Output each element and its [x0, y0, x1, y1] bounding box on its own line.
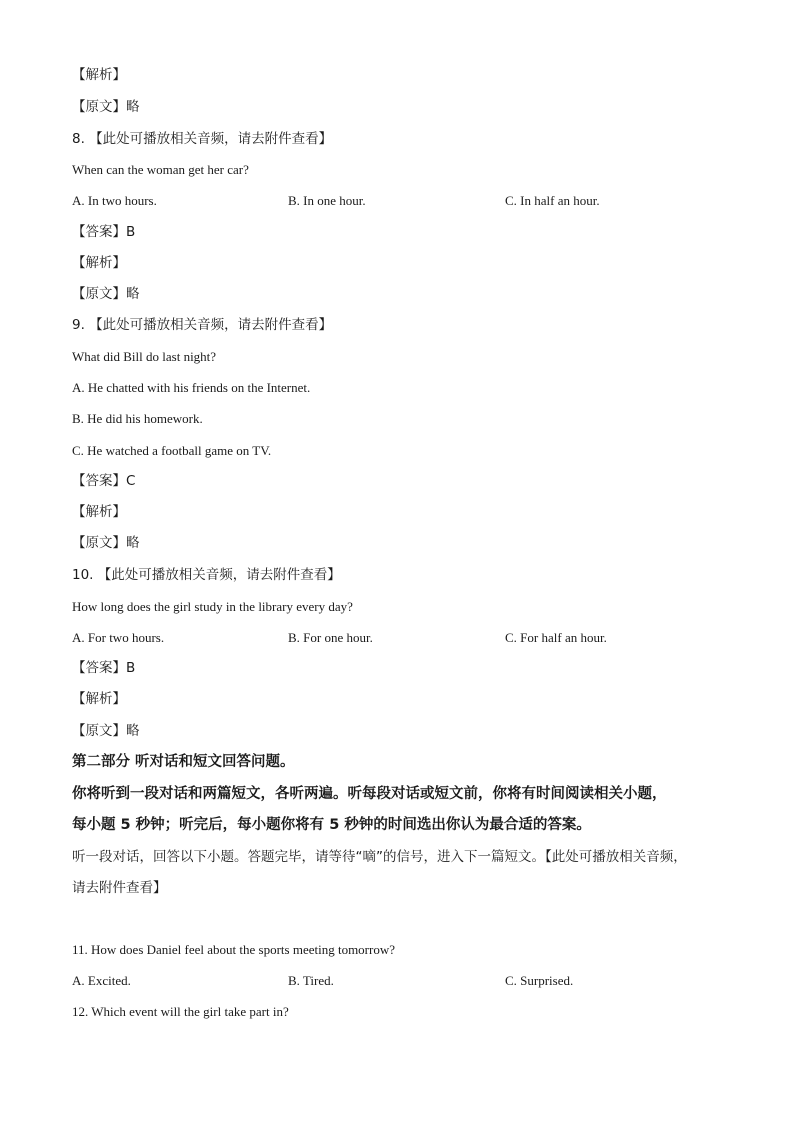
question-11-option-a: A. Excited. [72, 973, 131, 988]
question-10-header: 10. 【此处可播放相关音频，请去附件查看】 [72, 567, 341, 583]
question-9-option-a: A. He chatted with his friends on the Internet. [72, 380, 311, 395]
part-2-instruction-line-1: 你将听到一段对话和两篇短文，各听两遍。听每段对话或短文前，你将有时间阅读相关小题， [72, 786, 667, 802]
question-10-option-b: B. For one hour. [288, 630, 373, 645]
part-2-instruction-line-2: 每小题 5 秒钟；听完后，每小题你将有 5 秒钟的时间选出你认为最合适的答案。 [72, 817, 591, 833]
part-2-sub-instruction-line-1: 听一段对话，回答以下小题。答题完毕，请等待“嘀”的信号，进入下一篇短文。【此处可播放相关音频， [72, 849, 687, 865]
question-9-option-c: C. He watched a football game on TV. [72, 443, 272, 458]
analysis-label: 【解析】 [72, 67, 126, 83]
question-9-option-b: B. He did his homework. [72, 411, 203, 426]
question-11-option-b: B. Tired. [288, 973, 334, 988]
question-9-answer: 【答案】C [72, 473, 136, 489]
question-9-text: What did Bill do last night? [72, 349, 217, 364]
question-8-option-b: B. In one hour. [288, 193, 366, 208]
question-10-option-a: A. For two hours. [72, 630, 165, 645]
question-8-answer: 【答案】B [72, 224, 136, 240]
question-11-text: 11. How does Daniel feel about the sports meeting tomorrow? [72, 942, 395, 957]
question-11-option-c: C. Surprised. [505, 973, 574, 988]
question-8-header: 8. 【此处可播放相关音频，请去附件查看】 [72, 131, 333, 147]
question-8-analysis: 【解析】 [72, 255, 126, 271]
question-10-original: 【原文】略 [72, 723, 140, 739]
part-2-sub-instruction-line-2: 请去附件查看】 [72, 880, 167, 896]
question-12-text: 12. Which event will the girl take part in? [72, 1004, 289, 1019]
question-9-original: 【原文】略 [72, 535, 140, 551]
question-10-option-c: C. For half an hour. [505, 630, 607, 645]
question-8-original: 【原文】略 [72, 286, 140, 302]
question-10-answer: 【答案】B [72, 660, 136, 676]
question-9-header: 9. 【此处可播放相关音频，请去附件查看】 [72, 317, 333, 333]
question-10-analysis: 【解析】 [72, 691, 126, 707]
question-8-option-c: C. In half an hour. [505, 193, 600, 208]
question-8-text: When can the woman get her car? [72, 162, 249, 177]
question-9-analysis: 【解析】 [72, 504, 126, 520]
question-10-text: How long does the girl study in the library every day? [72, 599, 353, 614]
part-2-title: 第二部分 听对话和短文回答问题。 [72, 754, 295, 770]
question-8-option-a: A. In two hours. [72, 193, 157, 208]
original-text-label: 【原文】略 [72, 99, 140, 115]
